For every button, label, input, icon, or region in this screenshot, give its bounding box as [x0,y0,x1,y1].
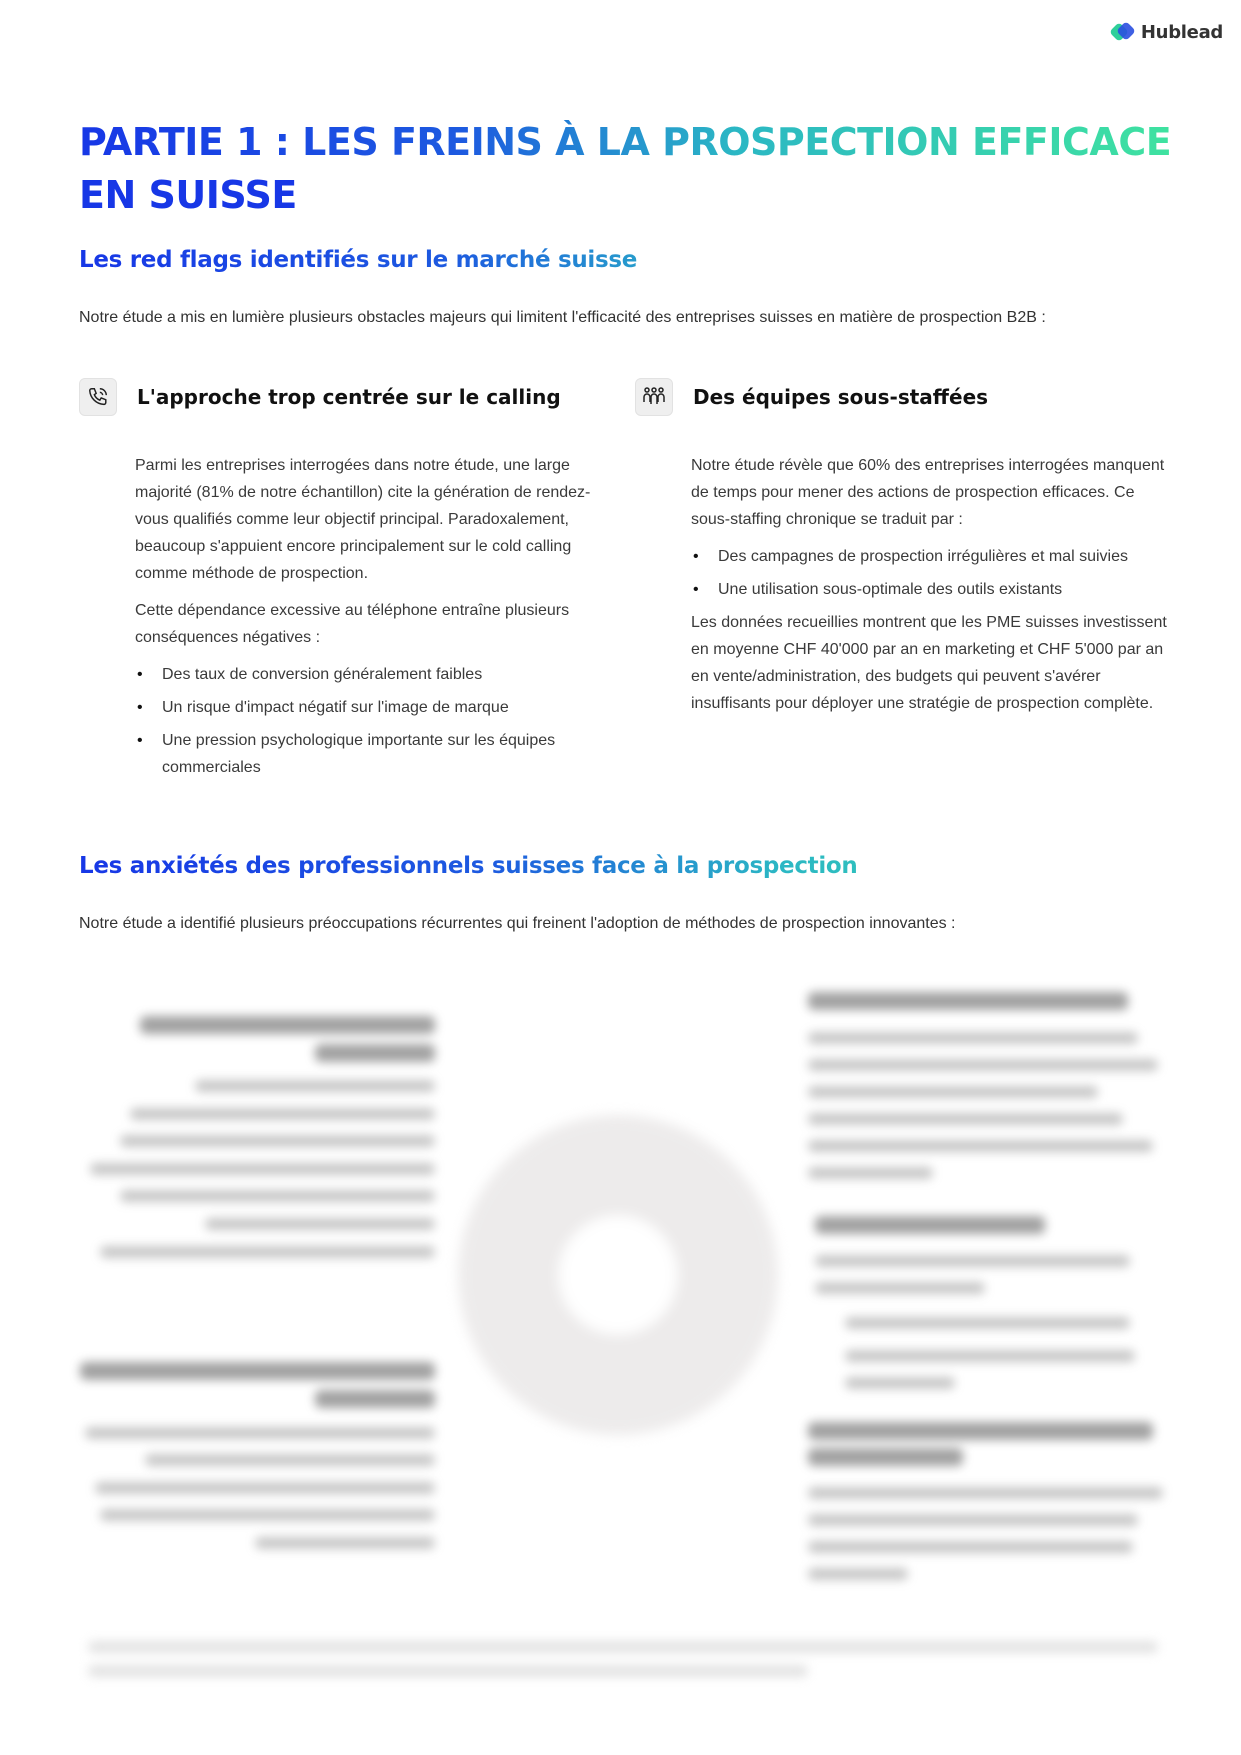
paragraph: Parmi les entreprises interrogées dans notre étude, une large majorité (81% de notre échantillon) cite la génération de rendez-vous qualifiés comme leur objectif principal. Paradoxalement, beaucoup s'appuient encore principalement sur le cold calling comme méthode de prospection. [135,457,591,582]
paragraph: Cette dépendance excessive au téléphone entraîne plusieurs conséquences négatives : [135,602,570,646]
section1-heading: Les red flags identifiés sur le marché suisse [79,247,638,273]
list-item: • Des campagnes de prospection irrégulières et mal suivies [691,543,1171,570]
section2-intro: Notre étude a identifié plusieurs préoccupations récurrentes qui freinent l'adoption de méthodes de prospection innovantes : [79,915,956,932]
paragraph: Notre étude révèle que 60% des entreprises interrogées manquent de temps pour mener des actions de prospection efficaces. Ce sous-staffing chronique se traduit par : [691,457,1165,528]
blurred-cycle-diagram [458,1115,778,1435]
title-line-1: PARTIE 1 : LES FREINS À LA PROSPECTION EFFICACE [79,120,1172,164]
brand-name: Hublead [1140,21,1223,43]
page-title [79,116,1179,222]
phone-calling-icon [79,378,117,416]
bullet-list [135,661,615,781]
left-column-title: L'approche trop centrée sur le calling [137,385,561,409]
right-column-title: Des équipes sous-staffées [693,385,989,409]
section1-intro: Notre étude a mis en lumière plusieurs obstacles majeurs qui limitent l'efficacité des entreprises suisses en matière de prospection B2B : [79,309,1046,326]
left-column [135,378,615,787]
right-column [691,378,1171,727]
hublead-logo [1111,20,1223,44]
paragraph: Les données recueillies montrent que les PME suisses investissent en moyenne CHF 40'000 par an en marketing et CHF 5'000 par an en vente/administration, des budgets qui peuvent s'avérer insuffisants pour déployer une stratégie de prospection complète. [691,614,1167,712]
list-item: • Des taux de conversion généralement faibles [135,661,615,688]
hublead-logo-icon [1111,20,1135,44]
title-line-2: EN SUISSE [79,173,297,217]
bullet-list [691,543,1171,603]
list-item: • Un risque d'impact négatif sur l'image de marque [135,694,615,721]
section2-heading: Les anxiétés des professionnels suisses face à la prospection [79,853,858,879]
team-icon [635,378,673,416]
list-item: • Une utilisation sous-optimale des outils existants [691,576,1171,603]
list-item: • Une pression psychologique importante sur les équipes commerciales [135,727,615,781]
